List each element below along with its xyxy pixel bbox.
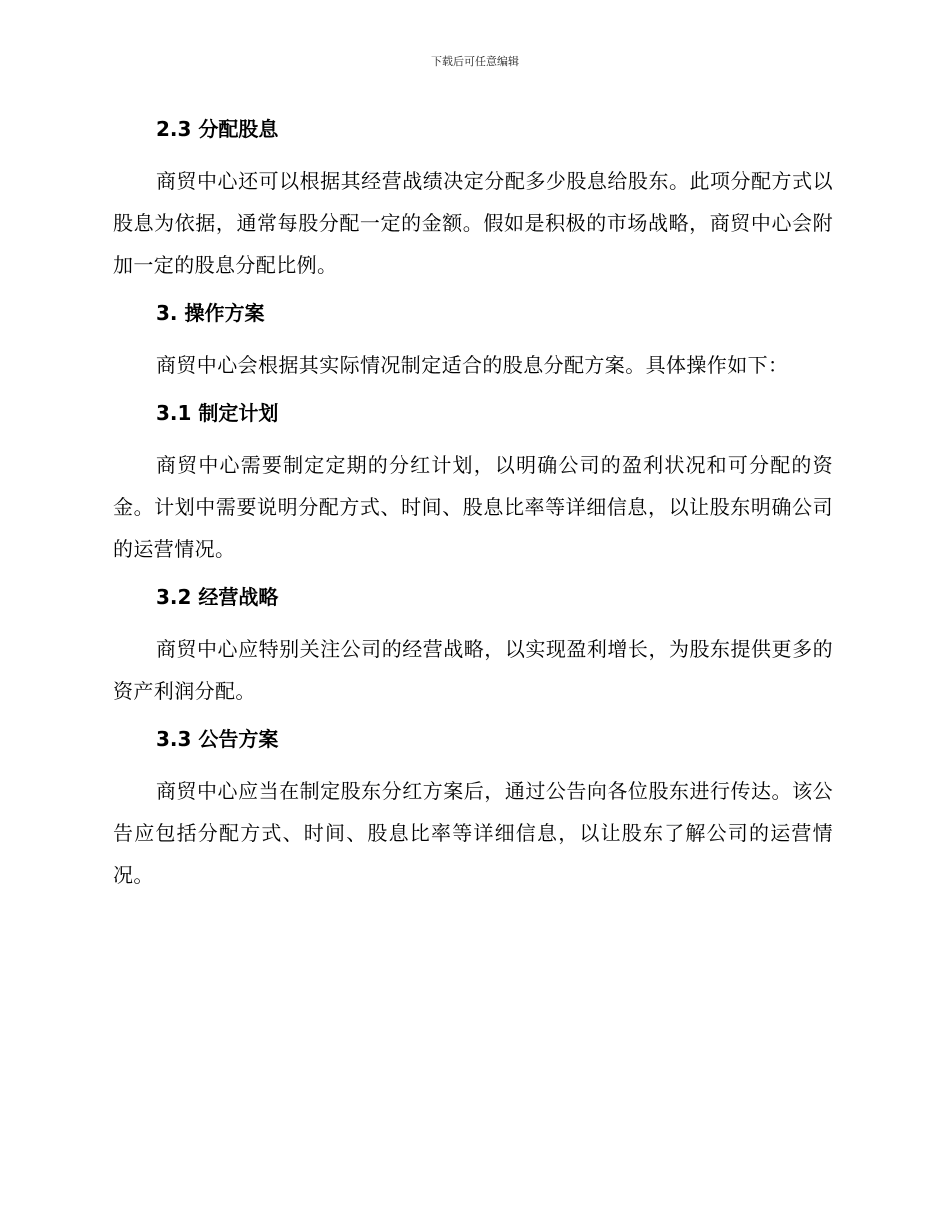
section-heading-2-3: 2.3 分配股息 xyxy=(156,117,279,141)
section-heading-3: 3. 操作方案 xyxy=(156,301,265,325)
section-paragraph-3-3: 商贸中心应当在制定股东分红方案后，通过公告向各位股东进行传达。该公告应包括分配方式、时间、股息比率等详细信息，以让股东了解公司的运营情况。 xyxy=(113,779,833,887)
page-header: 下载后可任意编辑 xyxy=(431,55,519,68)
section-heading-3-2: 3.2 经营战略 xyxy=(156,585,279,609)
document-body xyxy=(113,114,833,896)
section-paragraph-3-2: 商贸中心应特别关注公司的经营战略，以实现盈利增长，为股东提供更多的资产利润分配。 xyxy=(113,637,833,703)
section-heading-3-1: 3.1 制定计划 xyxy=(156,401,279,425)
section-paragraph-3: 商贸中心会根据其实际情况制定适合的股息分配方案。具体操作如下： xyxy=(156,353,789,377)
section-paragraph-3-1: 商贸中心需要制定定期的分红计划，以明确公司的盈利状况和可分配的资金。计划中需要说明分配方式、时间、股息比率等详细信息，以让股东明确公司的运营情况。 xyxy=(113,453,833,561)
section-paragraph-2-3: 商贸中心还可以根据其经营战绩决定分配多少股息给股东。此项分配方式以股息为依据，通常每股分配一定的金额。假如是积极的市场战略，商贸中心会附加一定的股息分配比例。 xyxy=(113,169,833,277)
section-heading-3-3: 3.3 公告方案 xyxy=(156,727,279,751)
